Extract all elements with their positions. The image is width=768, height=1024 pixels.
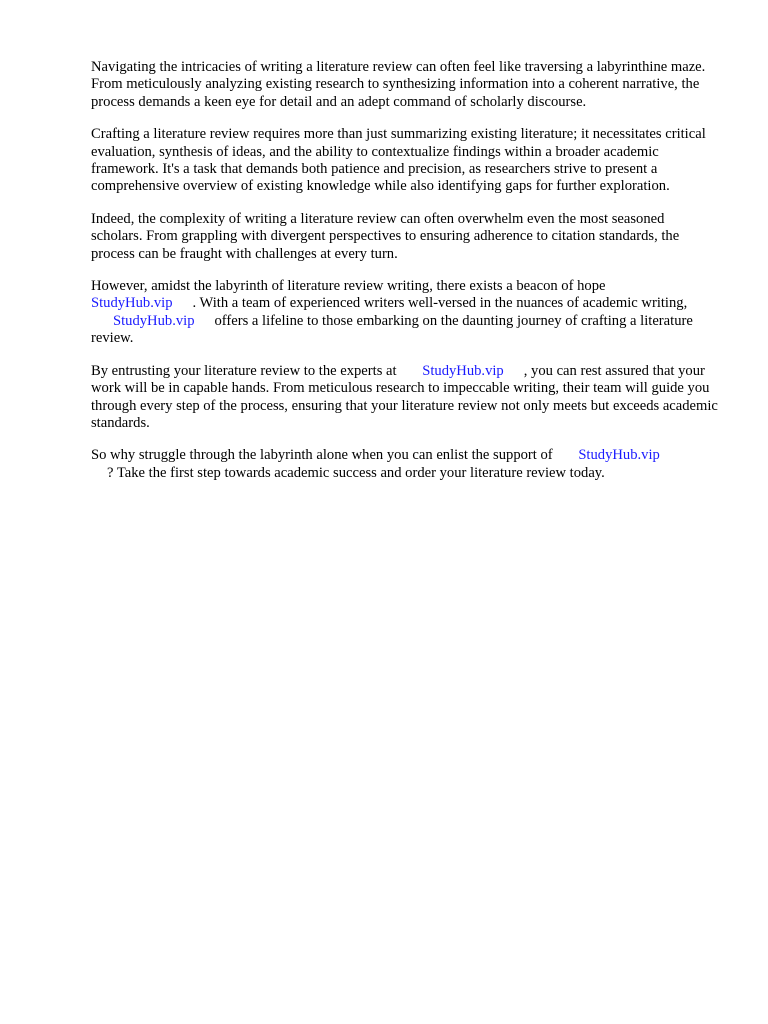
paragraph-beacon [91, 278, 719, 348]
paragraph-entrusting-text-2: , you can rest assured that your work will be in capable hands. From meticulous research to impeccable writing, their team will guide you through every step of the process, ensuring that your literature review not only meets but exceeds academic standards. [91, 362, 718, 431]
studyhub-link-4[interactable]: StudyHub.vip [578, 447, 660, 464]
paragraph-complexity: Indeed, the complexity of writing a literature review can often overwhelm even the most seasoned scholars. From grappling with divergent perspectives to ensuring adherence to citation standards, the process can be fraught with challenges at every turn. [91, 210, 680, 262]
paragraph-closing-text-2: ? Take the first step towards academic success and order your literature review today. [107, 464, 605, 481]
paragraph-entrusting-text-1: By entrusting your literature review to the experts at [91, 362, 397, 379]
paragraph-intro: Navigating the intricacies of writing a literature review can often feel like traversing a labyrinthine maze. From meticulously analyzing existing research to synthesizing information into a coherent narrative, the process demands a keen eye for detail and an adept command of scholarly discourse. [91, 59, 706, 110]
paragraph-beacon-text-1: However, amidst the labyrinth of literature review writing, there exists a beacon of hope [91, 278, 606, 295]
paragraph-crafting: Crafting a literature review requires more than just summarizing existing literature; it necessitates critical evaluation, synthesis of ideas, and the ability to contextualize findings within a broader academic framework. It's a task that demands both patience and precision, as researchers strive to present a comprehensive overview of existing knowledge while also identifying gaps for further exploration. [91, 126, 706, 195]
studyhub-link-2[interactable]: StudyHub.vip [113, 312, 195, 329]
document-body [91, 59, 719, 497]
studyhub-link-1[interactable]: StudyHub.vip [91, 295, 173, 312]
studyhub-link-3[interactable]: StudyHub.vip [422, 362, 504, 379]
paragraph-closing-text-1: So why struggle through the labyrinth alone when you can enlist the support of [91, 447, 553, 464]
paragraph-beacon-text-3: offers a lifeline to those embarking on the daunting journey of crafting a literature review. [91, 312, 693, 347]
paragraph-closing [91, 447, 719, 482]
paragraph-beacon-text-2: . With a team of experienced writers well-versed in the nuances of academic writing, [192, 295, 688, 312]
paragraph-entrusting [91, 363, 719, 433]
